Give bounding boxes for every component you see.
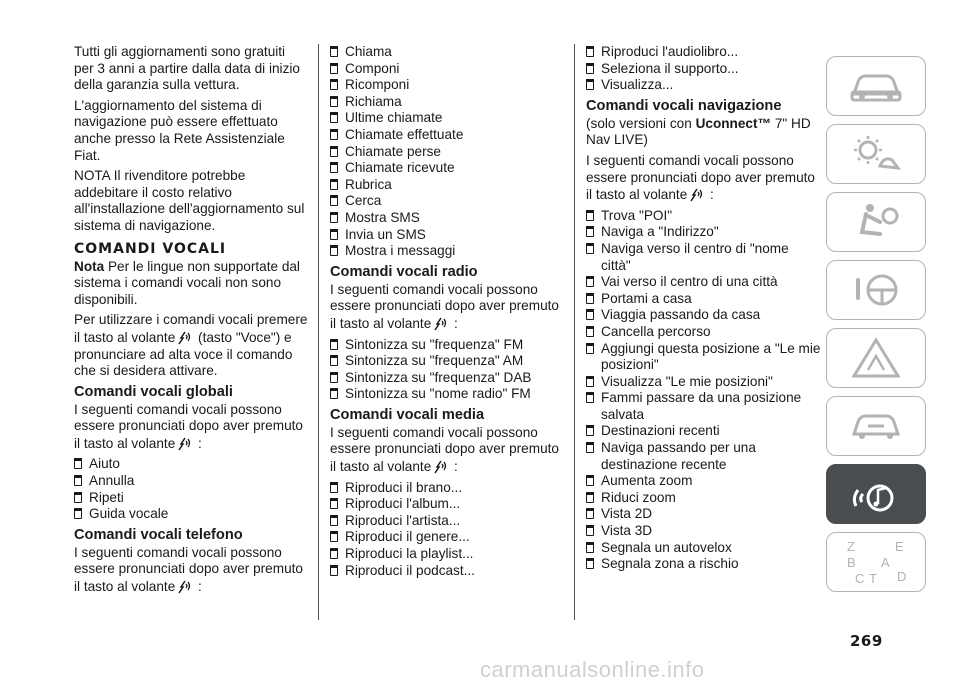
list-item: Ultime chiamate (330, 110, 564, 127)
airbag-seat-icon (846, 200, 906, 244)
car-wrench-icon (846, 404, 906, 448)
colon: : (706, 187, 714, 203)
list-item: Chiama (330, 44, 564, 61)
usage-paragraph (74, 312, 308, 379)
column-2 (330, 44, 564, 583)
watermark: carmanualsonline.info (480, 657, 705, 682)
list-item: Riproduci la playlist... (330, 546, 564, 563)
index-letter: A (881, 555, 890, 570)
voice-button-icon (689, 186, 704, 203)
tab-emergency[interactable] (826, 328, 926, 388)
list-item: Mostra SMS (330, 210, 564, 227)
tab-multimedia[interactable] (826, 464, 926, 524)
heading-global-commands: Comandi vocali globali (74, 383, 233, 400)
intro-phone-text: I seguenti comandi vocali possono essere pronunciati dopo aver premuto il tasto al volante (74, 544, 303, 595)
list-item: Componi (330, 61, 564, 78)
note-paragraph (74, 259, 308, 309)
column-3 (586, 44, 822, 577)
updates-free-paragraph: Tutti gli aggiornamenti sono gratuiti per 3 anni a partire dalla data di inizio della garanzia sulla vettura. (74, 44, 300, 93)
index-letters-icon (841, 537, 911, 587)
nav-sub-a: (solo versioni con (586, 115, 696, 131)
list-item: Naviga verso il centro di "nome città" (586, 241, 822, 274)
list-item: Chiamate perse (330, 144, 564, 161)
tab-dashboard[interactable] (826, 124, 926, 184)
list-item: Cancella percorso (586, 324, 822, 341)
warning-triangle-icon (846, 336, 906, 380)
tab-safety[interactable] (826, 192, 926, 252)
list-item: Trova "POI" (586, 208, 822, 225)
list-item: Ricomponi (330, 77, 564, 94)
list-item: Sintonizza su "frequenza" FM (330, 337, 564, 354)
chapter-tabs (826, 56, 926, 600)
navigation-commands-list (586, 208, 822, 573)
list-item: Seleziona il supporto... (586, 61, 822, 78)
list-item: Visualizza... (586, 77, 822, 94)
phone-commands-list (330, 44, 564, 260)
intro-global (74, 402, 308, 453)
steering-wheel-icon (846, 268, 906, 312)
update-dealer-paragraph: L'aggiornamento del sistema di navigazione può essere effettuato anche presso la Rete Assistenziale Fiat. (74, 97, 285, 163)
nav-sub-c: 7" HD Nav LIVE) (586, 115, 811, 148)
heading-phone-commands: Comandi vocali telefono (74, 526, 243, 543)
usage-text-a: Per utilizzare i comandi vocali premere il tasto al volante (74, 312, 308, 345)
intro-media (330, 425, 564, 476)
list-item: Destinazioni recenti (586, 423, 822, 440)
colon: : (450, 315, 458, 331)
list-item: Segnala zona a rischio (586, 556, 822, 573)
list-item: Aggiungi questa posizione a "Le mie posizioni" (586, 341, 822, 374)
intro-radio-text: I seguenti comandi vocali possono essere pronunciati dopo aver premuto il tasto al volante (330, 281, 559, 331)
colon: : (194, 435, 202, 451)
list-item: Vista 3D (586, 523, 822, 540)
heading-navigation-commands: Comandi vocali navigazione (586, 97, 782, 114)
list-item: Ripeti (74, 490, 308, 507)
page-number: 269 (850, 632, 883, 650)
column-divider (318, 44, 319, 620)
dashboard-lights-icon (846, 132, 906, 176)
intro-global-text: I seguenti comandi vocali possono essere pronunciati dopo aver premuto il tasto al volante (74, 401, 303, 451)
list-item: Annulla (74, 473, 308, 490)
intro-navigation (586, 153, 822, 204)
list-item: Segnala un autovelox (586, 540, 822, 557)
note-cost-paragraph: NOTA Il rivenditore potrebbe addebitare il costo relativo all'installazione dell'aggiornamento sul sistema di navigazione. (74, 168, 305, 233)
index-letter: T (869, 571, 877, 586)
index-letter: Z (847, 539, 855, 554)
list-item: Riproduci l'audiolibro... (586, 44, 822, 61)
list-item: Chiamate ricevute (330, 160, 564, 177)
list-item: Sintonizza su "nome radio" FM (330, 386, 564, 403)
list-item: Sintonizza su "frequenza" DAB (330, 370, 564, 387)
heading-media-commands: Comandi vocali media (330, 406, 485, 423)
intro-media-text: I seguenti comandi vocali possono essere pronunciati dopo aver premuto il tasto al volante (330, 424, 559, 475)
list-item: Viaggia passando da casa (586, 307, 822, 324)
index-letter: E (895, 539, 904, 554)
column-divider (574, 44, 575, 620)
list-item: Chiamate effettuate (330, 127, 564, 144)
list-item: Cerca (330, 193, 564, 210)
list-item: Aiuto (74, 456, 308, 473)
note-text: Per le lingue non supportate dal sistema i comandi vocali non sono disponibili. (74, 258, 300, 307)
list-item: Riproduci l'artista... (330, 513, 564, 530)
column-1 (74, 44, 308, 600)
voice-button-icon (433, 458, 448, 475)
colon: : (194, 579, 202, 595)
list-item: Riduci zoom (586, 490, 822, 507)
list-item: Naviga passando per una destinazione recente (586, 440, 822, 473)
list-item: Richiama (330, 94, 564, 111)
radio-commands-list (330, 337, 564, 403)
list-item: Visualizza "Le mie posizioni" (586, 374, 822, 391)
intro-phone (74, 545, 308, 596)
list-item: Riproduci l'album... (330, 496, 564, 513)
list-item: Riproduci il podcast... (330, 563, 564, 580)
heading-radio-commands: Comandi vocali radio (330, 263, 478, 280)
voice-button-icon (433, 315, 448, 332)
usage-text-b: (tasto "Voce") e pronunciare ad alta voce il comando che si desidera attivare. (74, 329, 293, 379)
list-item: Riproduci il genere... (330, 529, 564, 546)
list-item: Aumenta zoom (586, 473, 822, 490)
list-item: Vista 2D (586, 506, 822, 523)
list-item: Rubrica (330, 177, 564, 194)
intro-radio (330, 282, 564, 333)
list-item: Invia un SMS (330, 227, 564, 244)
tab-car-overview[interactable] (826, 56, 926, 116)
index-letter: B (847, 555, 856, 570)
voice-button-icon (177, 578, 192, 595)
multimedia-icon (846, 472, 906, 516)
list-item: Vai verso il centro di una città (586, 274, 822, 291)
list-item: Portami a casa (586, 291, 822, 308)
index-letter: C (855, 571, 865, 586)
section-heading-voice-commands: COMANDI VOCALI (74, 240, 227, 257)
tab-maintenance[interactable] (826, 396, 926, 456)
media-commands-list (330, 480, 564, 580)
list-item: Mostra i messaggi (330, 243, 564, 260)
voice-button-icon (177, 435, 192, 452)
navigation-versions-note (586, 116, 822, 149)
intro-nav-text: I seguenti comandi vocali possono essere pronunciati dopo aver premuto il tasto al volante (586, 152, 815, 203)
note-label: Nota (74, 258, 105, 274)
uconnect-brand: Uconnect™ (695, 115, 772, 131)
list-item: Fammi passare da una posizione salvata (586, 390, 822, 423)
colon: : (450, 459, 458, 475)
tab-driving[interactable] (826, 260, 926, 320)
list-item: Riproduci il brano... (330, 480, 564, 497)
index-letter: D (897, 569, 907, 584)
list-item: Guida vocale (74, 506, 308, 523)
voice-button-icon (177, 329, 192, 346)
media-commands-list-continued (586, 44, 822, 94)
list-item: Naviga a "Indirizzo" (586, 224, 822, 241)
global-commands-list (74, 456, 308, 522)
tab-index[interactable] (826, 532, 926, 592)
car-outline-icon (846, 66, 906, 106)
list-item: Sintonizza su "frequenza" AM (330, 353, 564, 370)
